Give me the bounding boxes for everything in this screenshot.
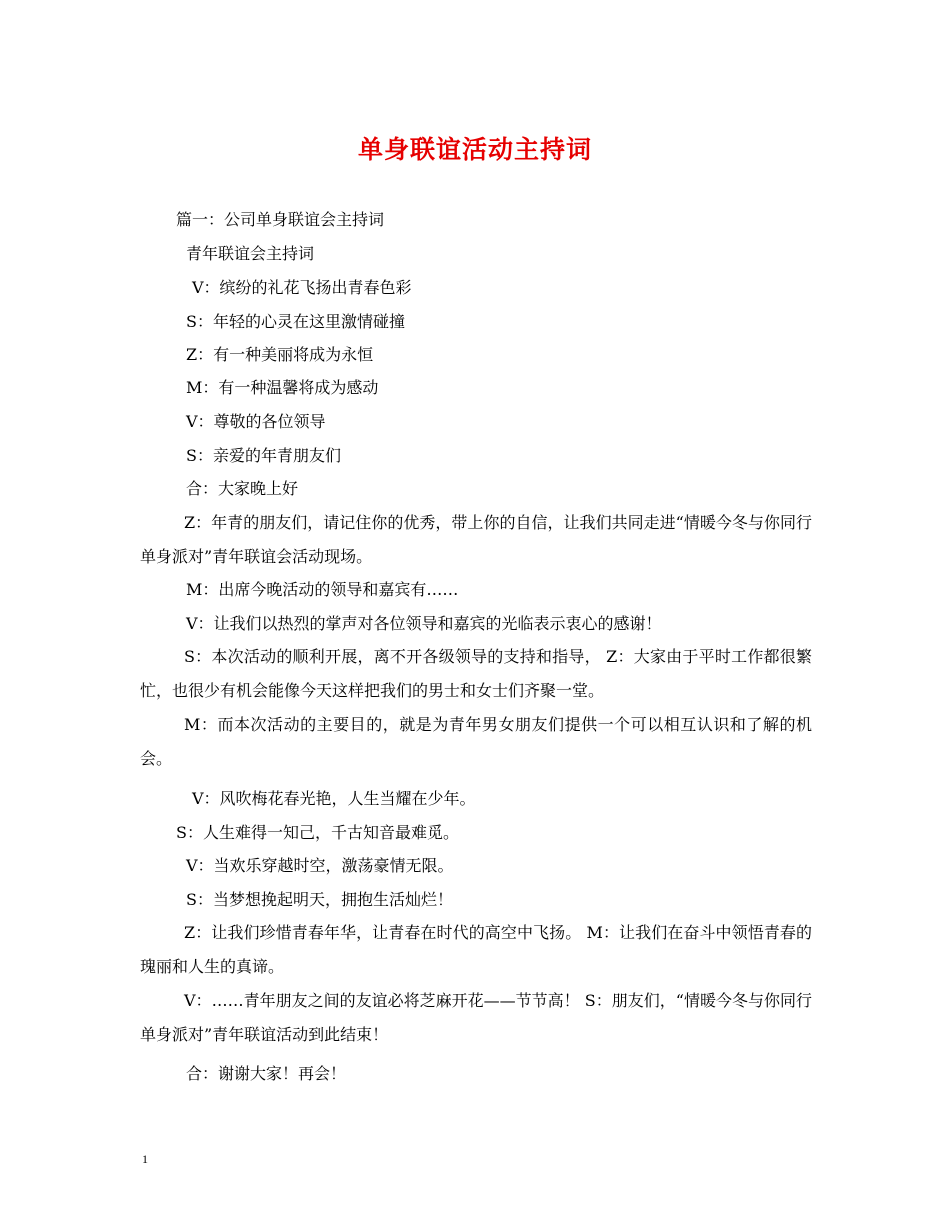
script-line: V：尊敬的各位领导	[186, 412, 326, 431]
script-line: S：亲爱的年青朋友们	[186, 446, 341, 465]
script-paragraph: Z：年青的朋友们，请记住你的优秀，带上你的自信，让我们共同走进“情暖今冬与你同行单身派对”青年联谊会活动现场。	[140, 513, 812, 566]
script-line: S：人生难得一知己，千古知音最难觅。	[176, 823, 459, 842]
script-line: 合：谢谢大家！再会！	[186, 1064, 347, 1083]
document-title: 单身联谊活动主持词	[357, 135, 592, 164]
script-line: S：年轻的心灵在这里激情碰撞	[186, 312, 405, 331]
script-line: V：缤纷的礼花飞扬出青春色彩	[192, 278, 412, 297]
script-paragraph: M：而本次活动的主要目的，就是为青年男女朋友们提供一个可以相互认识和了解的机会。	[140, 715, 812, 768]
script-paragraph: V：……青年朋友之间的友谊必将芝麻开花——节节高！ S：朋友们，“情暖今冬与你同行单身派对”青年联谊活动到此结束！	[140, 991, 812, 1044]
section-heading: 篇一：公司单身联谊会主持词	[176, 210, 385, 229]
script-line: 合：大家晚上好	[186, 479, 299, 498]
script-line: V：让我们以热烈的掌声对各位领导和嘉宾的光临表示衷心的感谢！	[186, 614, 662, 633]
script-line: Z：有一种美丽将成为永恒	[186, 345, 374, 364]
script-paragraph: S：本次活动的顺利开展，离不开各级领导的支持和指导， Z：大家由于平时工作都很繁忙，也很少有机会能像今天这样把我们的男士和女士们齐聚一堂。	[140, 647, 812, 700]
script-line: S：当梦想挽起明天，拥抱生活灿烂！	[186, 890, 453, 909]
script-line: M：出席今晚活动的领导和嘉宾有……	[186, 580, 459, 599]
script-line: V：当欢乐穿越时空，激荡豪情无限。	[186, 856, 454, 875]
subheading: 青年联谊会主持词	[186, 244, 315, 263]
page-number: 1	[142, 1152, 148, 1166]
script-line: V：风吹梅花春光艳，人生当耀在少年。	[192, 789, 476, 808]
script-paragraph: Z：让我们珍惜青春年华，让青春在时代的高空中飞扬。 M：让我们在奋斗中领悟青春的瑰丽和人生的真谛。	[140, 923, 812, 976]
script-line: M：有一种温馨将成为感动	[186, 378, 379, 397]
